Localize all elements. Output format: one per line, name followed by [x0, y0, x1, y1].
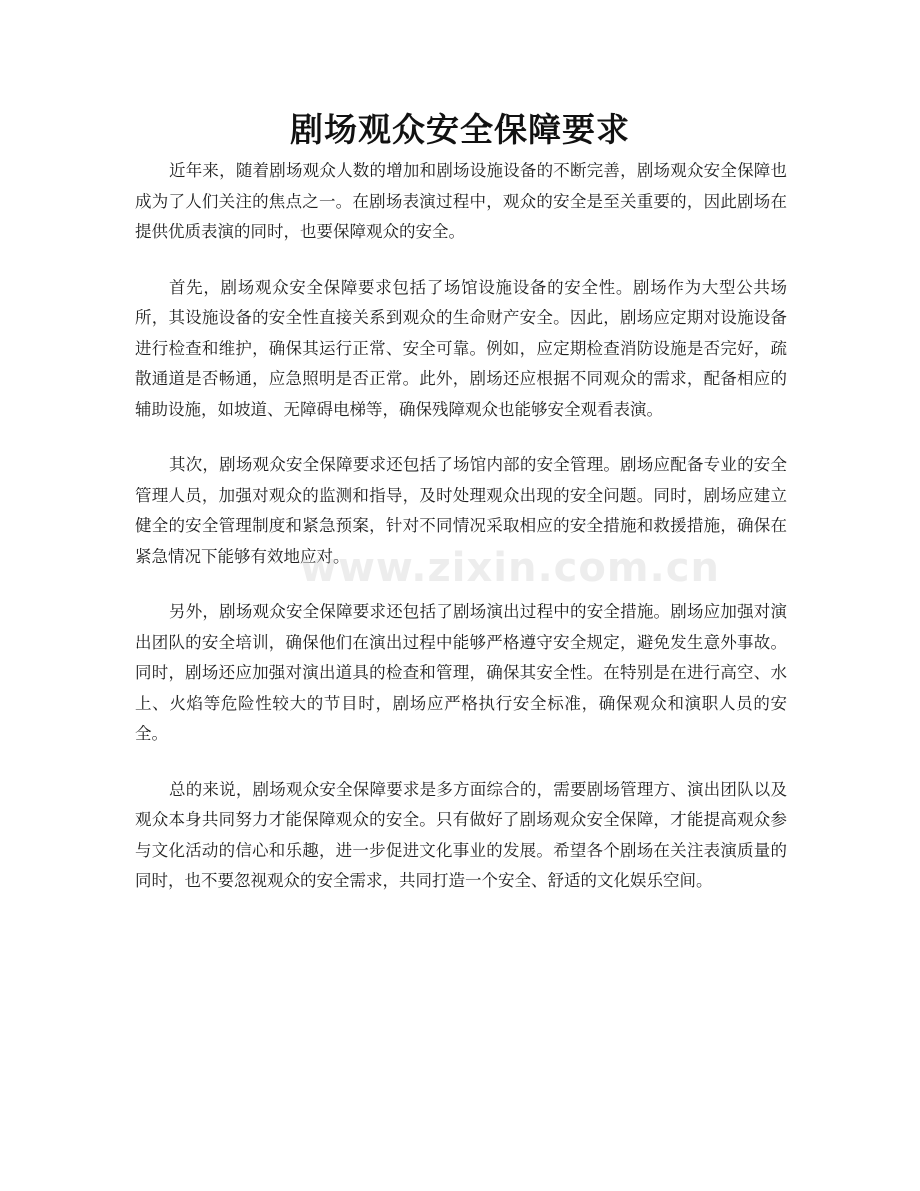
paragraph-3: 其次，剧场观众安全保障要求还包括了场馆内部的安全管理。剧场应配备专业的安全管理人员，加强对观众的监测和指导，及时处理观众出现的安全问题。同时，剧场应建立健全的安全管理制度和紧急预案，针对不同情况采取相应的安全措施和救援措施，确保在紧急情况下能够有效地应对。	[135, 455, 787, 566]
paragraph-1: 近年来，随着剧场观众人数的增加和剧场设施设备的不断完善，剧场观众安全保障也成为了人们关注的焦点之一。在剧场表演过程中，观众的安全是至关重要的，因此剧场在提供优质表演的同时，也要保障观众的安全。	[135, 161, 787, 241]
paragraph-5: 总的来说，剧场观众安全保障要求是多方面综合的，需要剧场管理方、演出团队以及观众本身共同努力才能保障观众的安全。只有做好了剧场观众安全保障，才能提高观众参与文化活动的信心和乐趣，进一步促进文化事业的发展。希望各个剧场在关注表演质量的同时，也不要忽视观众的安全需求，共同打造一个安全、舒适的文化娱乐空间。	[135, 779, 787, 890]
paragraph-4: 另外，剧场观众安全保障要求还包括了剧场演出过程中的安全措施。剧场应加强对演出团队的安全培训，确保他们在演出过程中能够严格遵守安全规定，避免发生意外事故。同时，剧场还应加强对演出道具的检查和管理，确保其安全性。在特别是在进行高空、水上、火焰等危险性较大的节目时，剧场应严格执行安全标准，确保观众和演职人员的安全。	[135, 602, 787, 743]
document-body	[135, 156, 787, 922]
watermark: www.zixin.com.cn	[300, 545, 720, 591]
document-title: 剧场观众安全保障要求	[290, 110, 630, 149]
paragraph-2: 首先，剧场观众安全保障要求包括了场馆设施设备的安全性。剧场作为大型公共场所，其设施设备的安全性直接关系到观众的生命财产安全。因此，剧场应定期对设施设备进行检查和维护，确保其运行正常、安全可靠。例如，应定期检查消防设施是否完好，疏散通道是否畅通，应急照明是否正常。此外，剧场还应根据不同观众的需求，配备相应的辅助设施，如坡道、无障碍电梯等，确保残障观众也能够安全观看表演。	[135, 277, 787, 419]
